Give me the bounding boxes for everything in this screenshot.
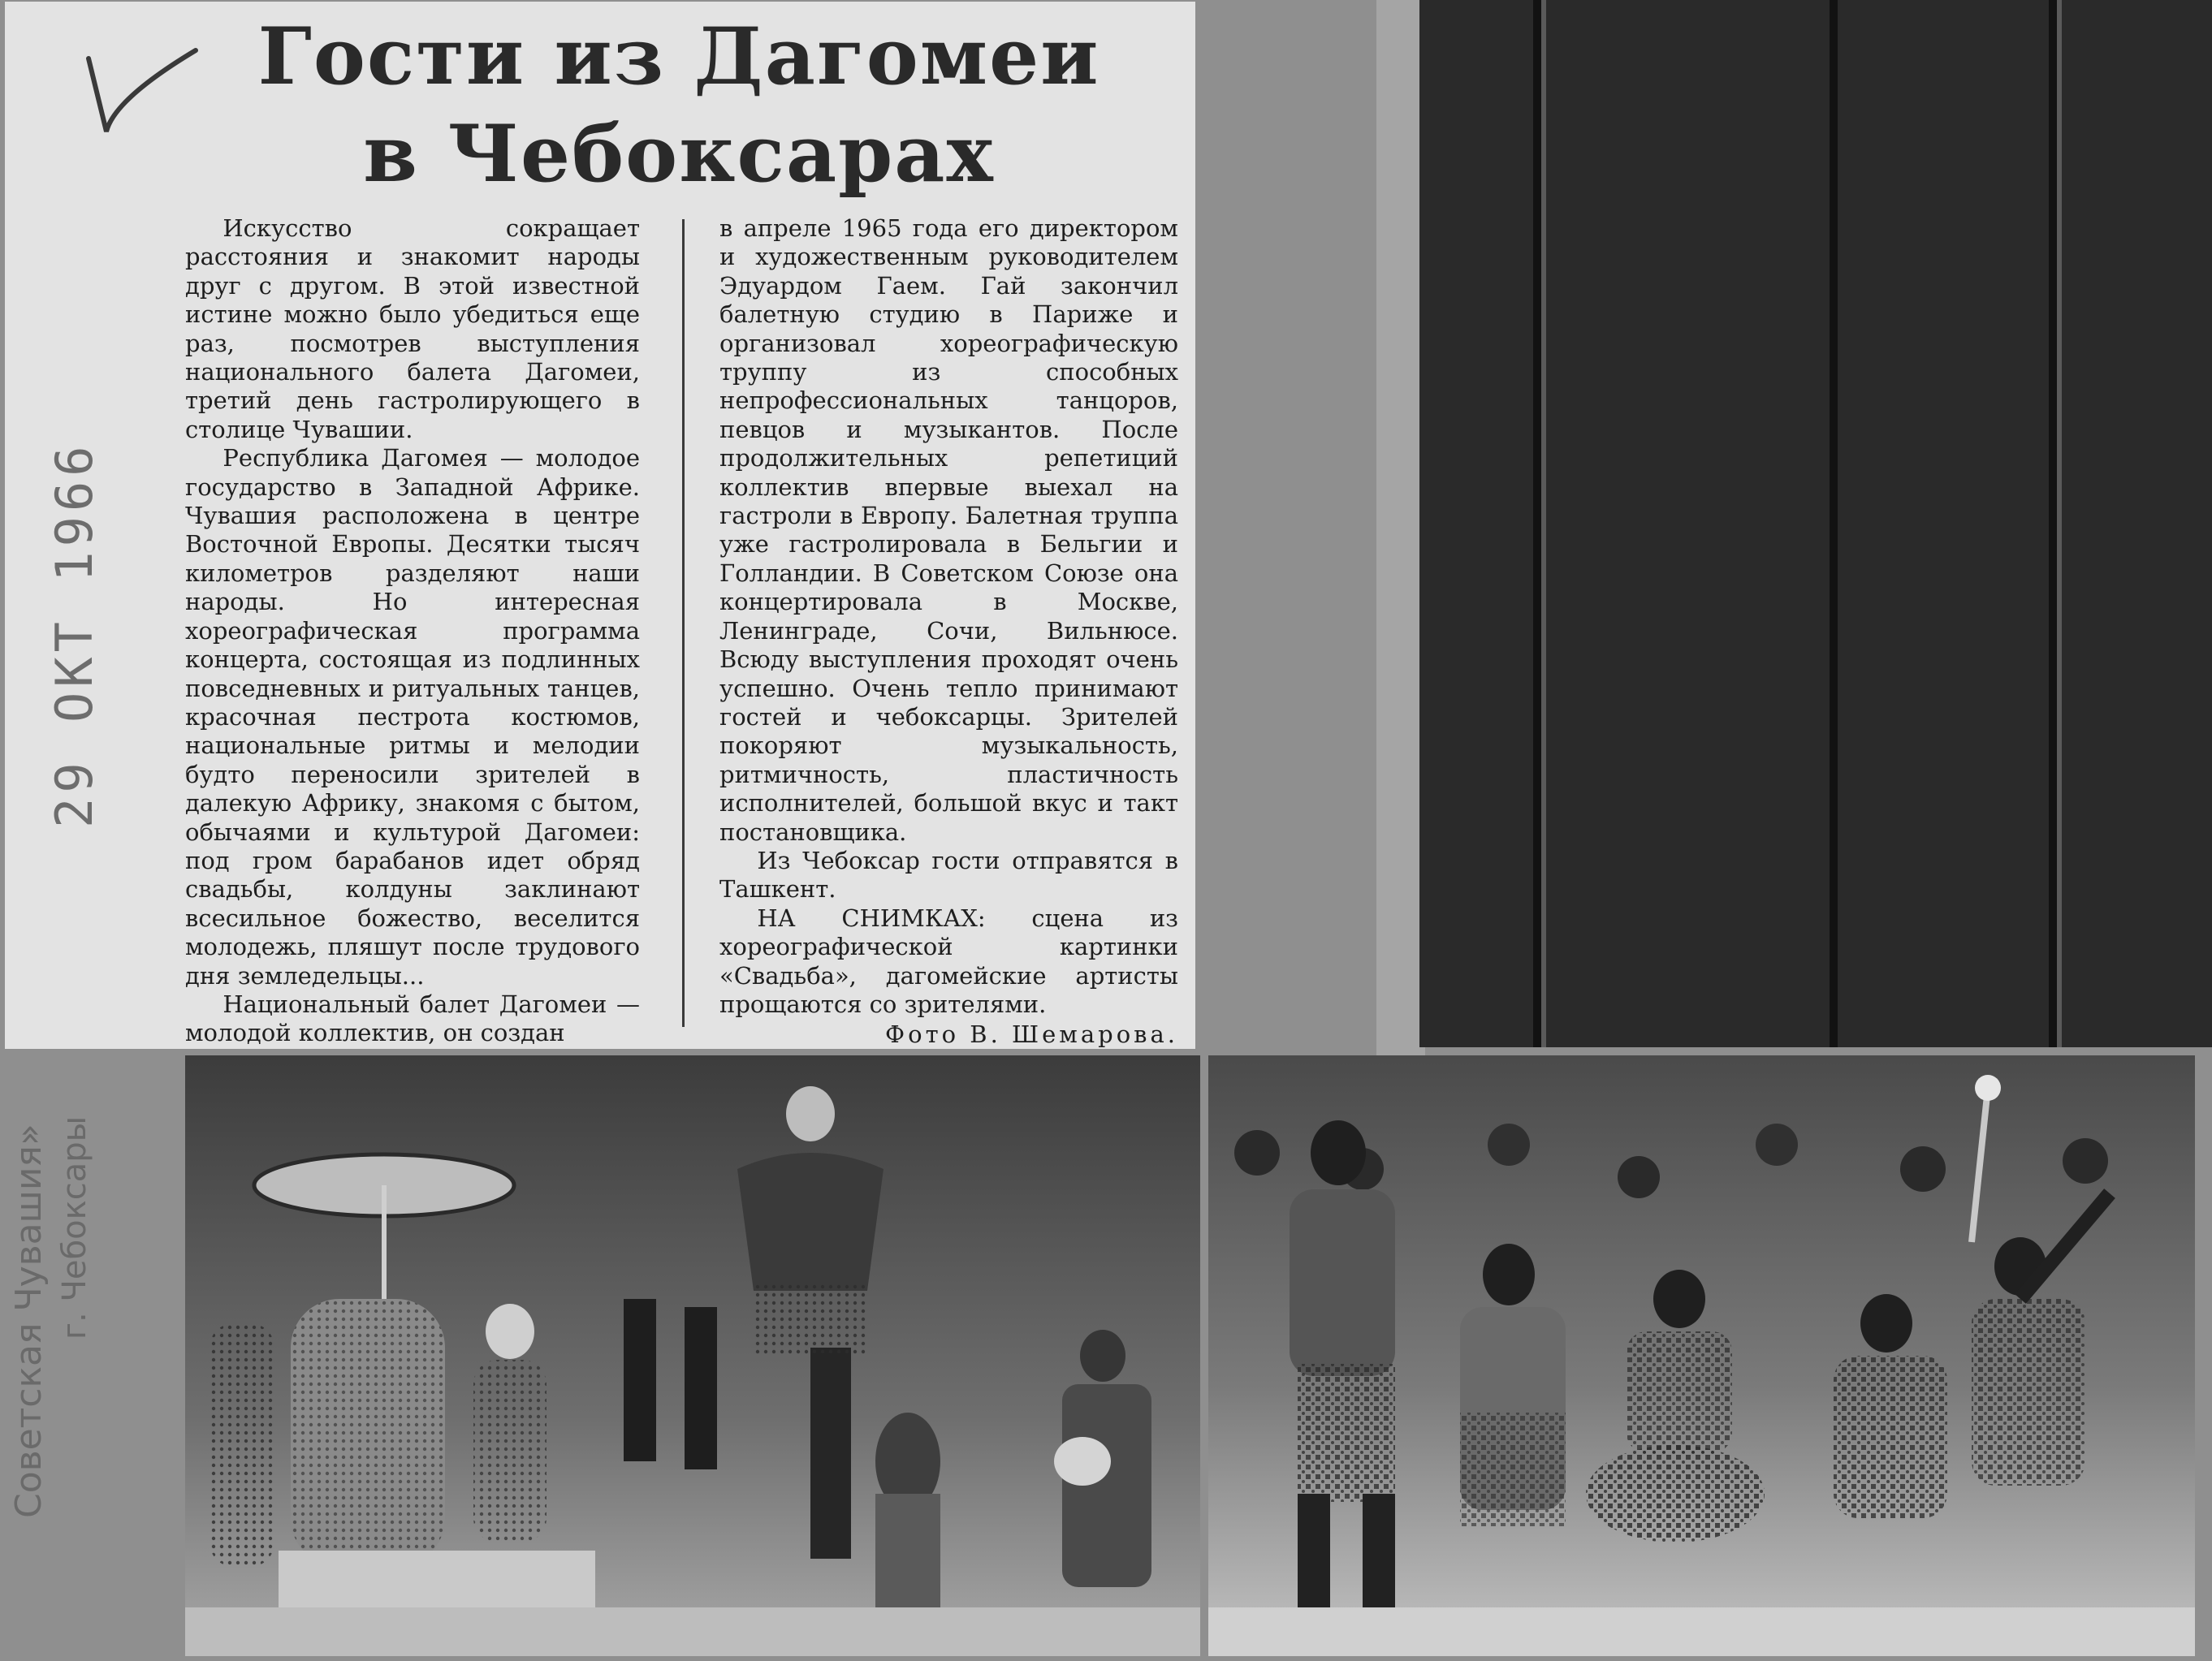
source-city: г. Чебоксары: [56, 1115, 93, 1340]
paragraph-ballet-continued: в апреле 1965 года его директором и художественным руководителем Эдуардом Гаем. Гай закончил балетную студию в Париже и организовал хореографическую труппу из способных непрофессиональных танцоров, певцов и музыкантов. После продолжительных репетиций коллектив впервые выехал на гастроли в Европу. Балетная труппа уже гастролировала в Бельгии и Голландии. В Советском Союзе она концертировала в Москве, Ленинграде, Сочи, Вильнюсе. Всюду выступления проходят очень успешно. Очень тепло принимают гостей и чебоксарцы. Зрителей покоряют музыкальность, ритмичность, пластичность исполнителей, большой вкус и такт постановщика.: [719, 214, 1178, 846]
photo-caption: НА СНИМКАХ: сцена из хореографической картинки «Свадьба», дагомейские артисты прощаются со зрителями.: [719, 904, 1178, 1018]
paragraph-ballet-start: Национальный балет Дагомеи —молодой коллектив, он создан: [185, 990, 640, 1047]
wedding-scene-image: [185, 1055, 1200, 1656]
headline-line-1: Гости из Дагомеи: [257, 11, 1100, 102]
article-headline: [192, 8, 1166, 203]
board-seam: [2049, 0, 2057, 1047]
paragraph-closing: Из Чебоксар гости отправятся в Ташкент.: [719, 846, 1178, 904]
paragraph-republic: Республика Дагомея — молодое государство в Западной Африке. Чувашия расположена в центре Восточной Европы. Десятки тысяч километров разделяют наши народы. Но интересная хореографическая программа концерта, состоящая из подлинных повседневных и ритуальных танцев, красочная пестрота костюмов, национальные ритмы и мелодии будто переносили зрителей в далекую Африку, знакомя с бытом, обычаями и культурой Дагомеи: под гром барабанов идет обряд свадьбы, колдуны заклинают всесильное божество, веселится молодежь, пляшут после трудового дня земледельцы...: [185, 444, 640, 990]
source-newspaper: Советская Чувашия»: [8, 1124, 50, 1518]
column-divider: [682, 219, 685, 1027]
board-seam-highlight: [1541, 0, 1546, 1047]
check-mark-icon: [82, 42, 204, 148]
background-board: [1419, 0, 2212, 1047]
article-column-right: [719, 214, 1178, 1050]
scanner-grey-strip: [1376, 0, 1425, 1055]
board-seam: [1830, 0, 1838, 1047]
newspaper-clipping: [5, 2, 1195, 1049]
headline-line-2: в Чебоксарах: [363, 108, 995, 200]
artists-farewell-image: [1208, 1055, 2195, 1656]
photo-credit: Фото В. Шемарова.: [885, 1020, 1178, 1049]
article-column-left: [185, 214, 640, 1048]
board-seam: [1533, 0, 1541, 1047]
wedding-scene-photo: [185, 1055, 1200, 1656]
date-stamp: 29 ОКТ 1966: [45, 441, 104, 828]
board-seam-highlight: [2057, 0, 2062, 1047]
artists-farewell-photo: [1208, 1055, 2195, 1656]
source-stamp: [6, 1116, 97, 1518]
paragraph-intro: Искусство сокращает расстояния и знакомит народы друг с другом. В этой известной истине можно было убедиться еще раз, посмотрев выступления национального балета Дагомеи, третий день гастролирующего в столице Чувашии.: [185, 214, 640, 443]
